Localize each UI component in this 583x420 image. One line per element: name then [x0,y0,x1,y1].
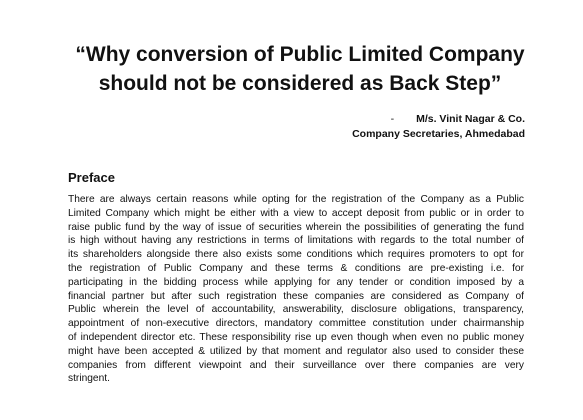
title-line-1: “Why conversion of Public Limited Company [75,43,525,66]
paragraph-line: is high without having any restrictions in terms of limitations with regards to the total number of [68,235,524,247]
paragraph-line: the registration of Public Company and these terms & conditions are pre-existing i.e. for [68,262,524,274]
paragraph-line: might have been accepted & utilized by that moment and regulator also used to consider these [68,345,524,357]
author-name: M/s. Vinit Nagar & Co. [416,113,525,125]
title-line-2: should not be considered as Back Step” [98,72,502,95]
paragraph-line: companies from different viewpoint and their surveillance over there companies are very [68,359,524,371]
paragraph-line: appointment of non-executive directors, mandatory committee constitution under chairmanship [68,318,524,330]
author-dash: - [390,113,395,125]
section-heading: Preface [68,170,115,185]
paragraph-line: financial partner but after such registration these companies are considered as Company of [68,290,524,302]
author-name-line [352,112,525,127]
paragraph-line: its shareholders alongside there also exists some conditions which requires promoters to opt for [68,249,524,261]
paragraph-line: There are always certain reasons while opting for the registration of the Company as a Public [68,194,524,205]
paragraph-line: participating in the bidding process while applying for any tender or condition imposed by a [68,276,524,288]
paragraph-line: raise public fund by the way of issue of securities wherein the possibilities of generating the fund [68,221,524,233]
author-block [352,112,525,142]
document-title [40,40,560,98]
paragraph-line: stringent. [68,373,110,385]
paragraph-line: Limited Company which might be either with a view to accept deposit from public or in order to [68,207,524,219]
paragraph-line: of independent director etc. These responsibility rise up even though when even no public money [68,331,524,343]
author-affiliation: Company Secretaries, Ahmedabad [352,128,525,140]
preface-paragraph [68,193,524,386]
paragraph-line: Public wherein the level of accountability, answerability, disclosure obligations, transparency, [68,304,524,316]
